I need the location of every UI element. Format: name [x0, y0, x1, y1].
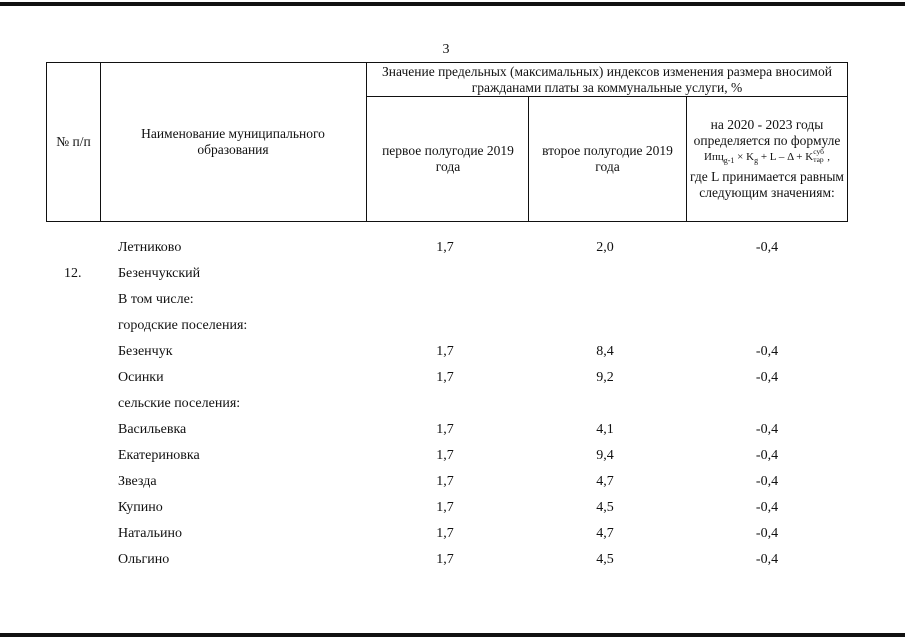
top-rule: [0, 2, 905, 6]
row-value-h2: 4,5: [596, 552, 614, 567]
row-value-h2: 8,4: [596, 344, 614, 359]
row-value-h2: 9,2: [596, 370, 614, 385]
row-name: Натальино: [118, 526, 182, 541]
row-name: В том числе:: [118, 292, 194, 307]
row-value-h3: -0,4: [755, 474, 779, 489]
row-name: Васильевка: [118, 422, 187, 437]
row-value-h1: 1,7: [436, 448, 454, 463]
header-h3: [688, 97, 846, 221]
row-value-h2: 4,5: [596, 500, 614, 515]
row-value-h1: 1,7: [436, 474, 454, 489]
row-value-h1: 1,7: [436, 500, 454, 515]
divider-num: [100, 63, 101, 221]
row-value-h1: 1,7: [436, 526, 454, 541]
row-name: Летниково: [118, 240, 182, 255]
table-row: [0, 498, 905, 518]
table-row: [0, 316, 905, 336]
row-value-h2: 2,0: [596, 240, 614, 255]
header-h1: первое полугодие 2019 года: [382, 143, 514, 174]
row-value-h3: -0,4: [755, 526, 779, 541]
row-value-h1: 1,7: [436, 344, 454, 359]
row-value-h1: 1,7: [436, 552, 454, 567]
row-value-h1: 1,7: [436, 240, 454, 255]
row-value-h3: -0,4: [755, 500, 779, 515]
row-value-h2: 4,1: [596, 422, 614, 437]
row-name: Екатериновка: [118, 448, 200, 463]
row-name: Звезда: [118, 474, 157, 489]
row-value-h2: 9,4: [596, 448, 614, 463]
row-number: 12.: [64, 266, 82, 281]
header-h3-text1: на 2020 - 2023 годы определяется по формуле: [693, 116, 841, 148]
row-value-h1: 1,7: [436, 370, 454, 385]
formula: $Ипц_{g-1} \times K_g + L - \Delta + K$ суб тар ,: [704, 147, 830, 166]
header-group-title: Значение предельных (максимальных) индексов изменения размера вносимой гражданами платы за коммунальные услуги, %: [382, 63, 832, 95]
row-name: Безенчукский: [118, 266, 201, 281]
row-value-h3: -0,4: [755, 344, 779, 359]
row-name: сельские поселения:: [118, 396, 241, 411]
divider-h1: [528, 97, 529, 221]
row-value-h3: -0,4: [755, 422, 779, 437]
table-row: [0, 550, 905, 570]
table-row: [0, 368, 905, 388]
row-name: Купино: [118, 500, 163, 515]
header-name: Наименование муниципального образования: [141, 126, 325, 157]
row-value-h3: -0,4: [755, 552, 779, 567]
row-name: Безенчук: [118, 344, 173, 359]
table-row: [0, 290, 905, 310]
row-value-h1: 1,7: [436, 422, 454, 437]
table-row: [0, 342, 905, 362]
row-value-h2: 4,7: [596, 526, 614, 541]
header-h2: второе полугодие 2019 года: [542, 143, 673, 174]
bottom-rule: [0, 633, 905, 637]
row-value-h3: -0,4: [755, 448, 779, 463]
row-value-h3: -0,4: [755, 240, 779, 255]
row-name: городские поселения:: [118, 318, 248, 333]
table-row: [0, 524, 905, 544]
divider-h2: [686, 97, 687, 221]
header-h3-text2: где L принимается равным следующим значениям:: [690, 169, 844, 201]
table-row: [0, 394, 905, 414]
row-value-h2: 4,7: [596, 474, 614, 489]
table-header: [46, 62, 848, 222]
header-num: № п/п: [56, 134, 91, 149]
row-value-h3: -0,4: [755, 370, 779, 385]
table-row: [0, 264, 905, 284]
divider-name: [366, 63, 367, 221]
row-name: Осинки: [118, 370, 164, 385]
table-row: [0, 238, 905, 258]
table-row: [0, 446, 905, 466]
row-name: Ольгино: [118, 552, 170, 567]
table-row: [0, 420, 905, 440]
page-number: 3: [442, 42, 450, 57]
table-row: [0, 472, 905, 492]
